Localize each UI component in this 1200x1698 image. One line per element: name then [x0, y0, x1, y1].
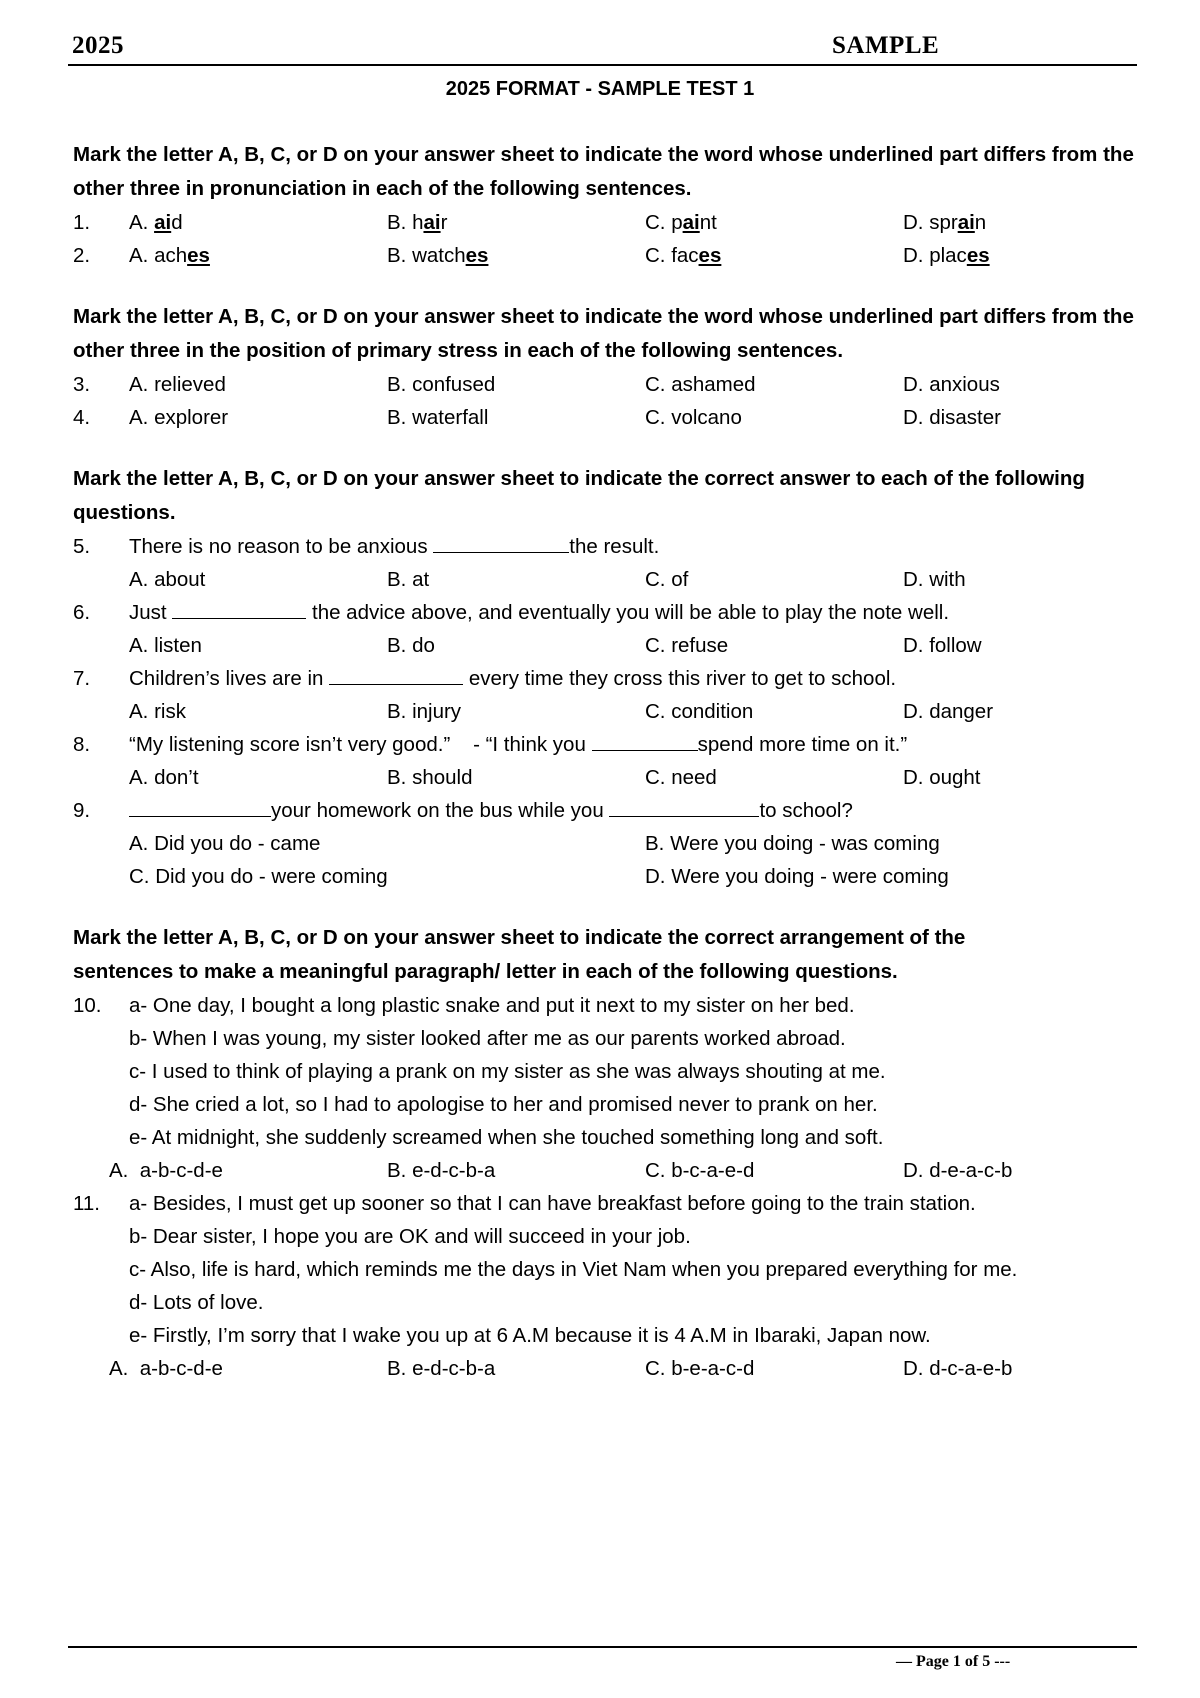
question-number: 3.: [73, 373, 91, 396]
option-c: C. refuse: [645, 634, 729, 657]
option-c: C. of: [645, 568, 689, 591]
sentence-line: a- Besides, I must get up sooner so that I can have breakfast before going to the train station.: [129, 1192, 976, 1215]
sentence-line: e- At midnight, she suddenly screamed when she touched something long and soft.: [129, 1126, 884, 1149]
sentence-line: d- Lots of love.: [129, 1291, 264, 1314]
sentence-row: [73, 1055, 1153, 1088]
answer-blank: [172, 598, 306, 619]
section-instruction: Mark the letter A, B, C, or D on your answer sheet to indicate the word whose underlined part differs from the other three in pronunciation in each of the following sentences.: [73, 143, 1134, 200]
section-pronunciation: [73, 138, 1153, 272]
answer-blank: [592, 730, 698, 751]
question-stem: Just the advice above, and eventually you will be able to play the note well.: [129, 596, 949, 629]
sentence-row: [73, 1022, 1153, 1055]
section-stress: [73, 300, 1153, 434]
answer-blank: [329, 664, 463, 685]
option-b: B. waterfall: [387, 406, 489, 429]
answer-blank: [609, 796, 759, 817]
option-b: B. e-d-c-b-a: [387, 1357, 496, 1380]
option-a: A. about: [129, 568, 206, 591]
test-content: [73, 138, 1153, 1413]
question-number: 2.: [73, 244, 91, 267]
option-a: A. Did you do - came: [129, 832, 321, 855]
question-9: [73, 794, 1153, 827]
question-11-options: [73, 1352, 1153, 1385]
question-4: [73, 401, 1153, 434]
question-6-options: [73, 629, 1153, 662]
sentence-row: [73, 1088, 1153, 1121]
option-a: A. a-b-c-d-e: [109, 1159, 223, 1182]
sentence-row: [73, 1121, 1153, 1154]
question-number: 8.: [73, 733, 91, 756]
option-b: B. confused: [387, 373, 496, 396]
question-2: [73, 239, 1153, 272]
option-d: D. places: [903, 244, 990, 267]
question-10-options: [73, 1154, 1153, 1187]
page-number: — Page 1 of 5 ---: [896, 1653, 1011, 1670]
question-10: [73, 989, 1153, 1022]
sentence-row: [73, 1319, 1153, 1352]
section-correct-answer: [73, 462, 1153, 893]
option-d: D. danger: [903, 700, 994, 723]
sentence-line: b- When I was young, my sister looked after me as our parents worked abroad.: [129, 1027, 846, 1050]
question-stem: Children’s lives are in every time they cross this river to get to school.: [129, 662, 896, 695]
sentence-line: c- I used to think of playing a prank on my sister as she was always shouting at me.: [129, 1060, 886, 1083]
sentence-row: [73, 1220, 1153, 1253]
section-instruction: Mark the letter A, B, C, or D on your answer sheet to indicate the correct answer to each of the following questions.: [73, 467, 1085, 524]
option-c: C. ashamed: [645, 373, 756, 396]
sentence-row: [73, 1253, 1153, 1286]
question-5-options: [73, 563, 1153, 596]
answer-blank: [433, 532, 569, 553]
header-label: SAMPLE: [832, 32, 940, 59]
sentence-line: d- She cried a lot, so I had to apologise to her and promised never to prank on her.: [129, 1093, 878, 1116]
question-8-options: [73, 761, 1153, 794]
sentence-line: c- Also, life is hard, which reminds me the days in Viet Nam when you prepared everything for me.: [129, 1258, 1018, 1281]
option-d: D. sprain: [903, 211, 987, 234]
question-stem: There is no reason to be anxious the result.: [129, 530, 659, 563]
question-9-options-row2: [73, 860, 1153, 893]
answer-blank: [129, 796, 271, 817]
option-c: C. b-e-a-c-d: [645, 1357, 755, 1380]
question-5: [73, 530, 1153, 563]
section-instruction: Mark the letter A, B, C, or D on your answer sheet to indicate the word whose underlined part differs from the other three in the position of primary stress in each of the following sentences.: [73, 305, 1134, 362]
option-a: A. aches: [129, 244, 210, 267]
option-d: D. anxious: [903, 373, 1000, 396]
question-stem: “My listening score isn’t very good.” - “I think you spend more time on it.”: [129, 728, 907, 761]
sentence-line: e- Firstly, I’m sorry that I wake you up at 6 A.M because it is 4 A.M in Ibaraki, Japan now.: [129, 1324, 931, 1347]
option-b: B. watches: [387, 244, 489, 267]
question-6: [73, 596, 1153, 629]
option-d: D. disaster: [903, 406, 1001, 429]
option-b: B. e-d-c-b-a: [387, 1159, 496, 1182]
option-a: A. listen: [129, 634, 202, 657]
option-c: C. b-c-a-e-d: [645, 1159, 755, 1182]
option-b: B. hair: [387, 211, 448, 234]
question-number: 6.: [73, 601, 91, 624]
option-c: C. Did you do - were coming: [129, 865, 388, 888]
question-9-options-row1: [73, 827, 1153, 860]
option-d: D. d-e-a-c-b: [903, 1159, 1013, 1182]
option-b: B. at: [387, 568, 430, 591]
question-3: [73, 368, 1153, 401]
question-stem: your homework on the bus while you to school?: [129, 794, 853, 827]
question-number: 10.: [73, 994, 102, 1017]
option-d: D. Were you doing - were coming: [645, 865, 949, 888]
option-d: D. with: [903, 568, 966, 591]
question-number: 7.: [73, 667, 91, 690]
sentence-row: [73, 1286, 1153, 1319]
option-d: D. d-c-a-e-b: [903, 1357, 1013, 1380]
question-1: [73, 206, 1153, 239]
option-d: D. follow: [903, 634, 982, 657]
header-year: 2025: [72, 32, 124, 59]
option-c: C. faces: [645, 244, 722, 267]
section-instruction: Mark the letter A, B, C, or D on your answer sheet to indicate the correct arrangement of the sentences to make a meaningful paragraph/ letter in each of the following questions.: [73, 926, 966, 983]
question-number: 9.: [73, 799, 91, 822]
question-7: [73, 662, 1153, 695]
question-number: 5.: [73, 535, 91, 558]
section-arrangement: [73, 921, 1153, 1385]
option-a: A. relieved: [129, 373, 226, 396]
option-a: A. don’t: [129, 766, 199, 789]
question-7-options: [73, 695, 1153, 728]
option-c: C. volcano: [645, 406, 742, 429]
footer-divider: [68, 1646, 1137, 1648]
sentence-line: b- Dear sister, I hope you are OK and will succeed in your job.: [129, 1225, 691, 1248]
option-c: C. paint: [645, 211, 717, 234]
option-b: B. do: [387, 634, 435, 657]
header-divider: [68, 64, 1137, 66]
option-d: D. ought: [903, 766, 981, 789]
option-a: A. risk: [129, 700, 186, 723]
option-a: A. a-b-c-d-e: [109, 1357, 223, 1380]
sentence-line: a- One day, I bought a long plastic snake and put it next to my sister on her bed.: [129, 994, 855, 1017]
option-c: C. condition: [645, 700, 754, 723]
option-c: C. need: [645, 766, 717, 789]
option-a: A. explorer: [129, 406, 229, 429]
question-number: 1.: [73, 211, 91, 234]
question-8: [73, 728, 1153, 761]
option-b: B. Were you doing - was coming: [645, 832, 940, 855]
option-b: B. should: [387, 766, 473, 789]
option-b: B. injury: [387, 700, 462, 723]
question-number: 11.: [73, 1192, 100, 1215]
page-title: 2025 FORMAT - SAMPLE TEST 1: [445, 78, 755, 100]
question-number: 4.: [73, 406, 91, 429]
question-11: [73, 1187, 1153, 1220]
option-a: A. aid: [129, 211, 183, 234]
